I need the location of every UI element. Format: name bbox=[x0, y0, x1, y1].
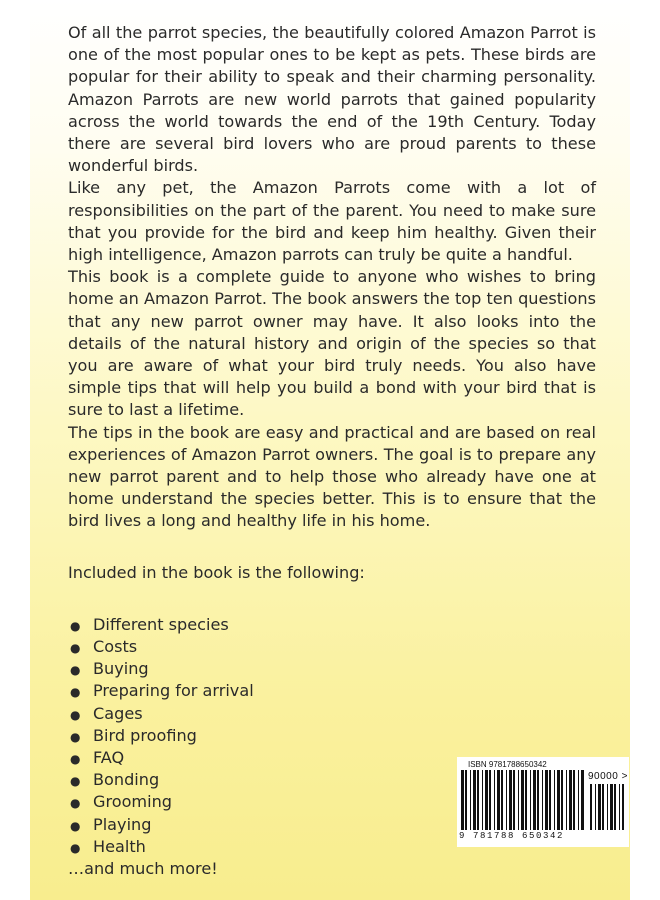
barcode-bar bbox=[482, 770, 483, 830]
bullet-icon: ● bbox=[70, 729, 81, 744]
barcode-bar bbox=[573, 770, 575, 830]
list-item-label: Different species bbox=[93, 614, 229, 634]
barcode-bar bbox=[578, 770, 579, 830]
list-item bbox=[68, 614, 596, 636]
barcode-bar bbox=[506, 770, 507, 830]
list-item-label: FAQ bbox=[93, 748, 125, 767]
barcode-bar bbox=[533, 770, 536, 830]
barcode-bar bbox=[549, 770, 551, 830]
bullet-icon: ● bbox=[70, 707, 81, 722]
bullet-icon: ● bbox=[70, 752, 81, 766]
barcode-bar bbox=[610, 784, 613, 830]
barcode-bar bbox=[542, 770, 543, 830]
barcode-bar bbox=[569, 770, 572, 830]
barcode-bar bbox=[501, 770, 503, 830]
barcode-bar bbox=[595, 784, 596, 830]
isbn-barcode bbox=[457, 757, 629, 847]
bullet-icon: ● bbox=[70, 774, 81, 789]
list-item-label: Cages bbox=[93, 703, 143, 723]
barcode-bar bbox=[590, 784, 592, 830]
barcode-bar bbox=[607, 784, 608, 830]
list-item-label: Playing bbox=[93, 814, 152, 834]
list-item-label: Buying bbox=[93, 659, 149, 679]
barcode-bar bbox=[518, 770, 519, 830]
barcode-bar bbox=[530, 770, 531, 830]
bullet-icon: ● bbox=[70, 818, 81, 833]
bullet-icon: ● bbox=[70, 685, 81, 700]
barcode-bar bbox=[509, 770, 512, 830]
barcode-bar bbox=[465, 770, 467, 830]
barcode-bar bbox=[561, 770, 563, 830]
barcode-bar bbox=[461, 770, 464, 830]
barcode-bar bbox=[477, 770, 479, 830]
barcode-bar bbox=[525, 770, 527, 830]
list-item-label: Health bbox=[93, 836, 146, 856]
barcode-addon-bars bbox=[590, 784, 624, 830]
list-item-label: Bonding bbox=[93, 770, 160, 790]
barcode-bar bbox=[622, 784, 624, 830]
barcode-bar bbox=[521, 770, 524, 830]
list-item-label: Grooming bbox=[93, 792, 172, 812]
barcode-bar bbox=[619, 784, 620, 830]
bullet-icon: ● bbox=[70, 796, 81, 811]
barcode-bar bbox=[513, 770, 515, 830]
paragraph-tips: The tips in the book are easy and practical and are based on real experiences of Amazon Parrot owners. The goal is to prepare any new parrot parent and to help those who already have one at home understand the species better. This is to ensure that the bird lives a long and healthy life in his home. bbox=[68, 422, 596, 531]
list-item-label: Preparing for arrival bbox=[93, 681, 254, 701]
included-intro: Included in the book is the following: bbox=[68, 562, 365, 582]
paragraph-intro: Of all the parrot species, the beautifully colored Amazon Parrot is one of the most popular ones to be kept as pets. These birds are popular for their ability to speak and their charming personality. Amazon Parrots are new world parrots that gained popularity across the world towards the end of the 19th Century. Today there are several bird lovers who are proud parents to these wonderful birds. bbox=[68, 23, 596, 176]
barcode-bar bbox=[494, 770, 495, 830]
barcode-bar bbox=[602, 784, 604, 830]
isbn-label: ISBN 9781788650342 bbox=[468, 760, 547, 769]
bullet-icon: ● bbox=[70, 641, 81, 656]
barcode-bar bbox=[470, 770, 471, 830]
list-item bbox=[68, 703, 596, 725]
barcode-bar bbox=[614, 784, 616, 830]
barcode-bar bbox=[598, 784, 601, 830]
closing-line: …and much more! bbox=[68, 858, 218, 878]
barcode-bar bbox=[473, 770, 476, 830]
paragraph-responsibilities: Like any pet, the Amazon Parrots come with a lot of responsibilities on the part of the parent. You need to make sure that you provide for the bird and keep him healthy. Given their high intelligence, Amazon parrots can truly be quite a handful. bbox=[68, 178, 596, 265]
list-item bbox=[68, 636, 596, 658]
list-item bbox=[68, 680, 596, 702]
list-item bbox=[68, 658, 596, 680]
bullet-icon: ● bbox=[70, 618, 81, 633]
barcode-bar bbox=[566, 770, 567, 830]
barcode-bar bbox=[489, 770, 491, 830]
bullet-icon: ● bbox=[70, 840, 81, 855]
list-item-label: Bird proofing bbox=[93, 725, 197, 745]
bullet-icon: ● bbox=[70, 663, 81, 678]
barcode-bar bbox=[554, 770, 555, 830]
list-item bbox=[68, 725, 596, 747]
barcode-bar bbox=[485, 770, 488, 830]
blurb bbox=[68, 22, 596, 880]
barcode-bar bbox=[497, 770, 500, 830]
barcode-bars bbox=[461, 770, 585, 830]
barcode-bar bbox=[545, 770, 548, 830]
back-cover bbox=[30, 0, 630, 900]
barcode-bar bbox=[557, 770, 560, 830]
price-code: 90000 > bbox=[588, 771, 628, 782]
isbn-digits: 9 781788 650342 bbox=[459, 831, 565, 841]
list-item-label: Costs bbox=[93, 637, 138, 657]
paragraph-guide: This book is a complete guide to anyone who wishes to bring home an Amazon Parrot. The book answers the top ten questions that any new parrot owner may have. It also looks into the details of the natural history and origin of the species so that you are aware of what your bird truly needs. You also have simple tips that will help you build a bond with your bird that is sure to last a lifetime. bbox=[68, 267, 596, 420]
barcode-bar bbox=[537, 770, 539, 830]
barcode-bar bbox=[581, 770, 584, 830]
